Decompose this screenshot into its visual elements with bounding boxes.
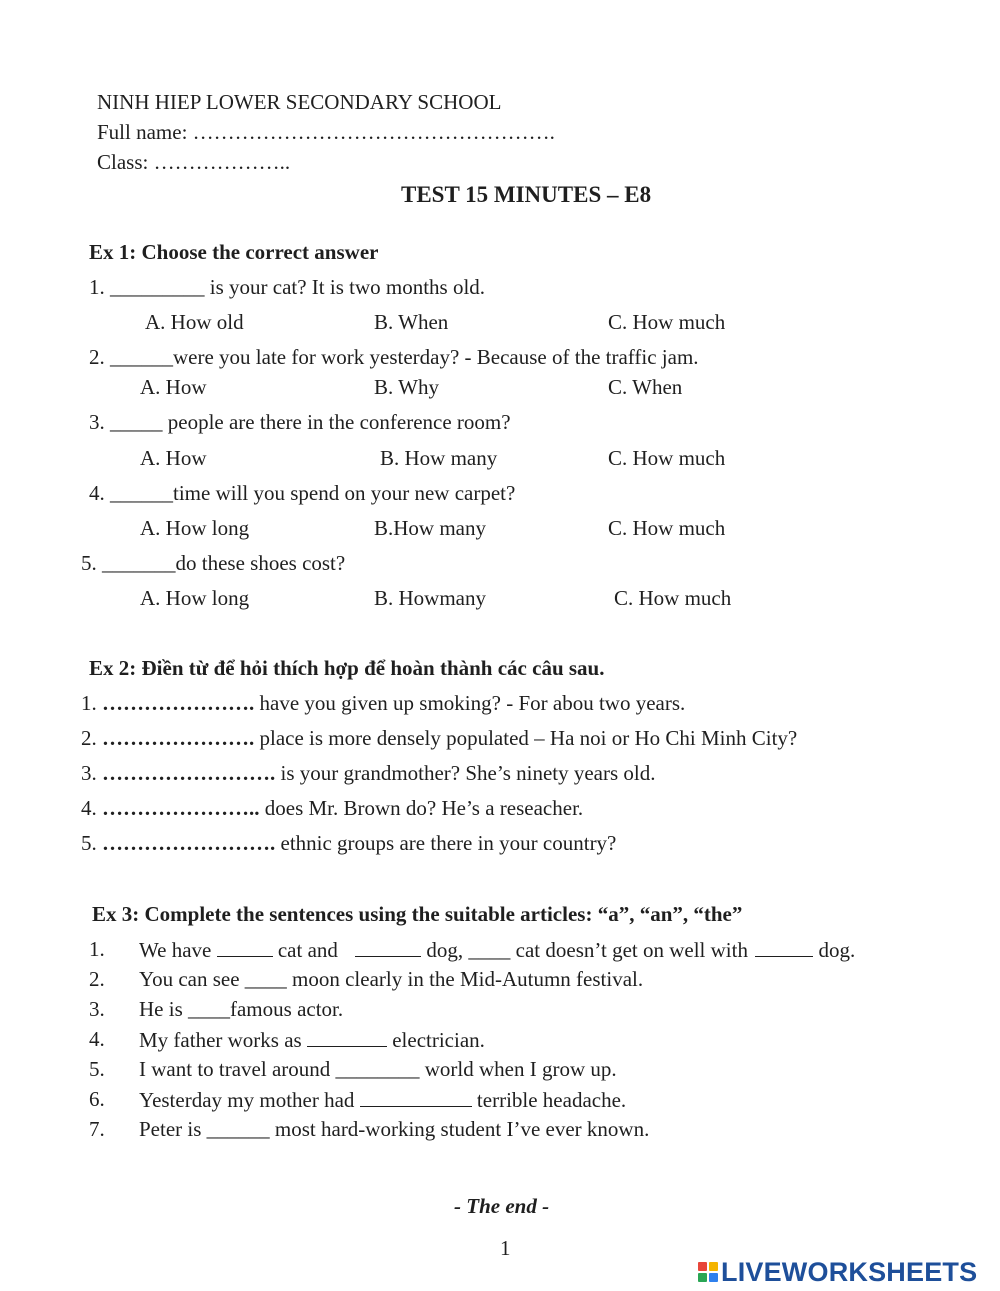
- option-b[interactable]: B. How many: [380, 446, 498, 470]
- ex2-item-3: [81, 763, 656, 784]
- liveworksheets-blocks-icon: [698, 1262, 718, 1282]
- item-number: 5.: [81, 831, 97, 855]
- page-number: 1: [500, 1236, 511, 1260]
- option-c[interactable]: C. How much: [608, 516, 726, 540]
- class-field[interactable]: Class: ………………..: [97, 150, 291, 174]
- answer-blank[interactable]: ………………….: [102, 691, 255, 715]
- item-number: 5.: [89, 1057, 105, 1081]
- option-b[interactable]: B. When: [374, 310, 449, 334]
- item-text: We have cat and dog, ____ cat doesn’t get on well with dog.: [139, 938, 856, 962]
- option-c[interactable]: C. How much: [614, 586, 732, 610]
- ex3-heading: Ex 3: Complete the sentences using the suitable articles: “a”, “an”, “the”: [92, 902, 743, 926]
- option-a[interactable]: A. How long: [140, 586, 250, 610]
- question-stem: 5. _______do these shoes cost?: [81, 551, 346, 575]
- answer-blank[interactable]: …………………….: [102, 761, 276, 785]
- logo-text: LIVEWORKSHEETS: [721, 1256, 978, 1287]
- option-b[interactable]: B. Why: [374, 375, 439, 399]
- item-text: is your grandmother? She’s ninety years old.: [275, 761, 656, 785]
- ex2-heading: Ex 2: Điền từ để hỏi thích hợp để hoàn thành các câu sau.: [89, 656, 605, 680]
- end-marker: - The end -: [454, 1194, 550, 1218]
- item-number: 1.: [81, 691, 97, 715]
- item-text: Yesterday my mother had terrible headache.: [139, 1088, 627, 1112]
- question-stem: 4. ______time will you spend on your new carpet?: [89, 481, 516, 505]
- answer-blank[interactable]: [217, 939, 273, 957]
- full-name-field[interactable]: Full name: …………………………………………….: [97, 120, 555, 144]
- answer-blank[interactable]: [755, 939, 813, 957]
- item-text: does Mr. Brown do? He’s a reseacher.: [259, 796, 584, 820]
- item-number: 6.: [89, 1087, 105, 1111]
- ex2-item-4: [81, 798, 583, 819]
- question-stem: 1. _________ is your cat? It is two months old.: [89, 275, 486, 299]
- item-number: 3.: [89, 997, 105, 1021]
- answer-blank[interactable]: [307, 1029, 387, 1047]
- item-text: have you given up smoking? - For abou two years.: [254, 691, 686, 715]
- item-number: 4.: [89, 1027, 105, 1051]
- option-a[interactable]: A. How old: [145, 310, 244, 334]
- ex2-item-1: [81, 693, 685, 714]
- liveworksheets-logo[interactable]: [698, 1258, 977, 1286]
- ex2-item-2: [81, 728, 797, 749]
- school-name: NINH HIEP LOWER SECONDARY SCHOOL: [97, 90, 502, 114]
- option-c[interactable]: C. When: [608, 375, 683, 399]
- ex2-item-5: [81, 833, 616, 854]
- option-a[interactable]: A. How long: [140, 516, 250, 540]
- question-stem: 2. ______were you late for work yesterday? - Because of the traffic jam.: [89, 345, 699, 369]
- item-text: I want to travel around ________ world when I grow up.: [139, 1057, 617, 1081]
- item-number: 3.: [81, 761, 97, 785]
- question-stem: 3. _____ people are there in the conference room?: [89, 410, 511, 434]
- answer-blank[interactable]: …………………..: [102, 796, 260, 820]
- answer-blank[interactable]: ………………….: [102, 726, 255, 750]
- item-text: You can see ____ moon clearly in the Mid-Autumn festival.: [139, 967, 644, 991]
- item-text: He is ____famous actor.: [139, 997, 344, 1021]
- item-number: 2.: [81, 726, 97, 750]
- answer-blank[interactable]: [360, 1089, 472, 1107]
- page-title: TEST 15 MINUTES – E8: [401, 182, 652, 207]
- answer-blank[interactable]: [355, 939, 421, 957]
- option-a[interactable]: A. How: [140, 446, 207, 470]
- item-number: 1.: [89, 937, 105, 961]
- item-text: ethnic groups are there in your country?: [275, 831, 617, 855]
- answer-blank[interactable]: …………………….: [102, 831, 276, 855]
- item-text: My father works as electrician.: [139, 1028, 485, 1052]
- item-number: 4.: [81, 796, 97, 820]
- option-b[interactable]: B.How many: [374, 516, 486, 540]
- ex1-heading: Ex 1: Choose the correct answer: [89, 240, 379, 264]
- item-number: 2.: [89, 967, 105, 991]
- option-b[interactable]: B. Howmany: [374, 586, 486, 610]
- option-a[interactable]: A. How: [140, 375, 207, 399]
- option-c[interactable]: C. How much: [608, 310, 726, 334]
- item-text: place is more densely populated – Ha noi or Ho Chi Minh City?: [254, 726, 798, 750]
- item-text: Peter is ______ most hard-working student I’ve ever known.: [139, 1117, 650, 1141]
- option-c[interactable]: C. How much: [608, 446, 726, 470]
- item-number: 7.: [89, 1117, 105, 1141]
